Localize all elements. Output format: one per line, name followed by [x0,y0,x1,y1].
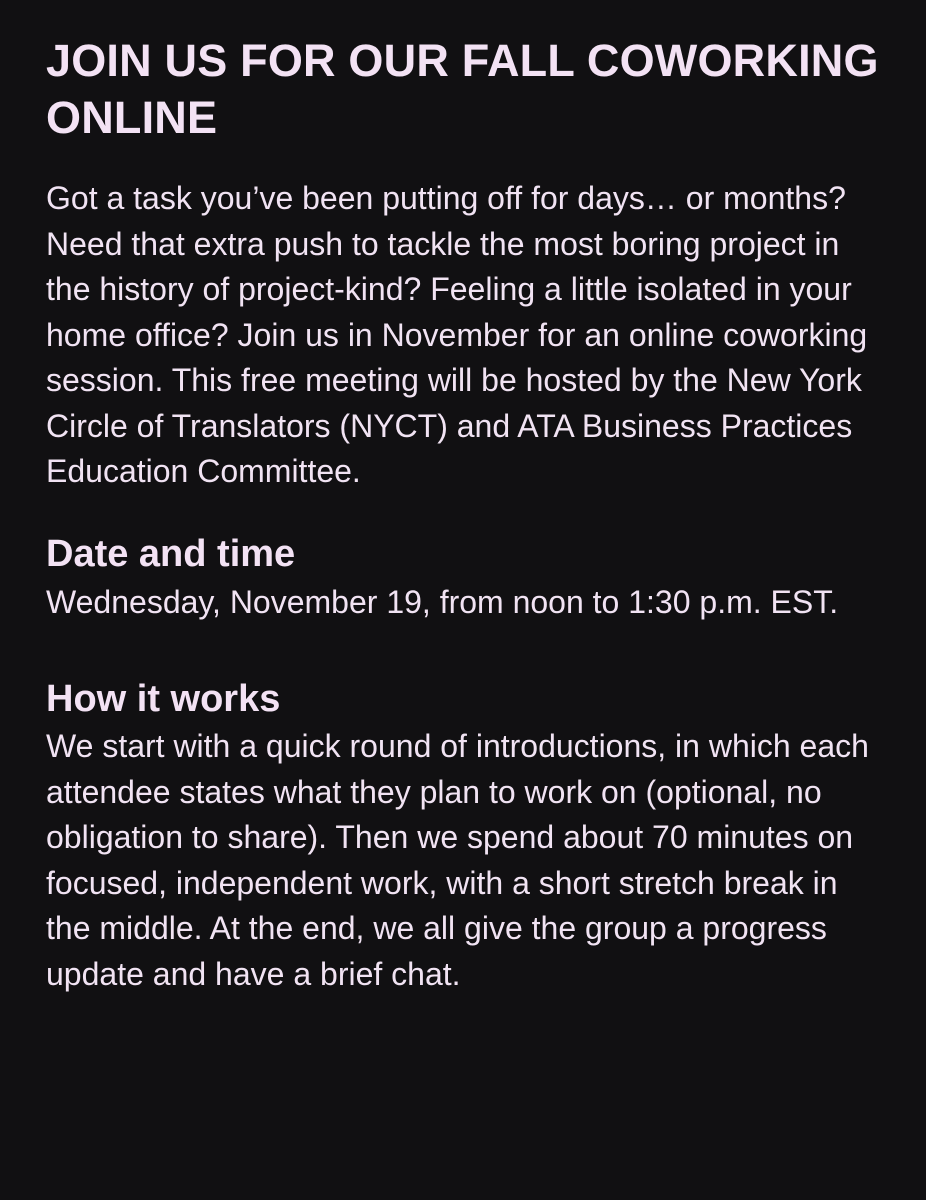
intro-paragraph: Got a task you’ve been putting off for days… or months? Need that extra push to tackle the most boring project in the history of project-kind? Feeling a little isolated in your home office? Join us in November for an online coworking session. This free meeting will be hosted by the New York Circle of Translators (NYCT) and ATA Business Practices Education Committee. [46,180,868,489]
date-time-text: Wednesday, November 19, from noon to 1:30 p.m. EST. [46,583,839,620]
how-it-works-text: We start with a quick round of introductions, in which each attendee states what they plan to work on (optional, no obligation to share). Then we spend about 70 minutes on focused, independent work, with a short stretch break in the middle. At the end, we all give the group a progress update and have a brief chat. [46,728,869,992]
date-time-heading: Date and time [46,532,296,575]
page-title: JOIN US FOR OUR FALL COWORKING ONLINE [46,35,879,143]
how-it-works-heading: How it works [46,678,281,720]
how-it-works-section [46,677,886,997]
date-time-section [46,532,886,626]
